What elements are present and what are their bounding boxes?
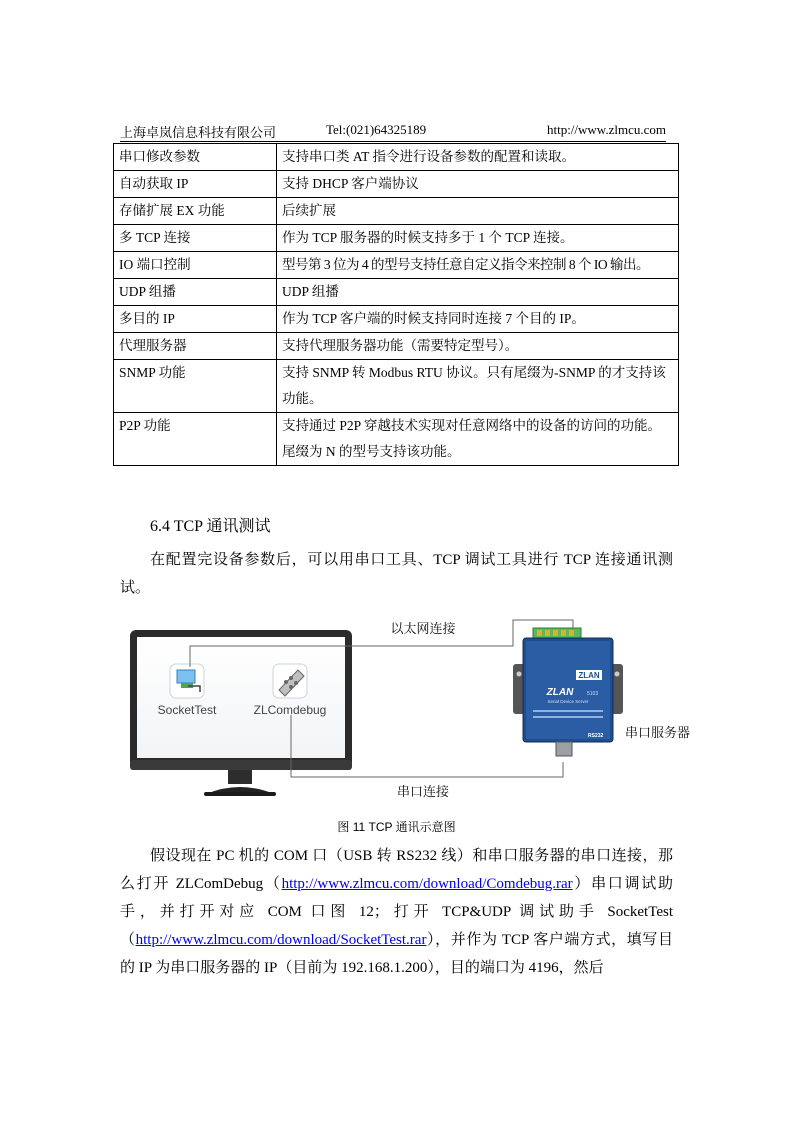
intro-paragraph: 在配置完设备参数后，可以用串口工具、TCP 调试工具进行 TCP 连接通讯测试。 xyxy=(120,552,673,596)
feature-table xyxy=(113,143,679,466)
tcp-diagram xyxy=(128,612,691,812)
sockettest-icon xyxy=(170,664,204,698)
feature-name: UDP 组播 xyxy=(114,279,277,306)
ethernet-label: 以太网连接 xyxy=(390,621,456,636)
app2-label: ZLComdebug xyxy=(253,703,327,717)
feature-name: IO 端口控制 xyxy=(114,252,277,279)
table-row xyxy=(114,198,679,225)
server-label: 串口服务器 xyxy=(625,725,691,740)
serial-label: 串口连接 xyxy=(396,784,450,799)
device-model: 5103 xyxy=(587,691,599,697)
device-subtitle: Serial Device Server xyxy=(547,699,589,704)
feature-desc: 型号第 3 位为 4 的型号支持任意自定义指令来控制 8 个 IO 输出。 xyxy=(277,252,679,279)
feature-desc: 作为 TCP 服务器的时候支持多于 1 个 TCP 连接。 xyxy=(277,225,679,252)
table-row xyxy=(114,360,679,413)
feature-name: 代理服务器 xyxy=(114,333,277,360)
table-row xyxy=(114,171,679,198)
device-brand-small: ZLAN xyxy=(578,671,600,680)
feature-desc: 作为 TCP 客户端的时候支持同时连接 7 个目的 IP。 xyxy=(277,306,679,333)
table-row xyxy=(114,279,679,306)
table-row xyxy=(114,144,679,171)
header-url: http://www.zlmcu.com xyxy=(546,122,666,137)
table-row xyxy=(114,333,679,360)
feature-name: 自动获取 IP xyxy=(114,171,277,198)
body-paragraph xyxy=(120,842,673,982)
comdebug-link[interactable]: http://www.zlmcu.com/download/Comdebug.rar xyxy=(281,876,573,892)
zlcomdebug-icon xyxy=(273,664,307,698)
page-header xyxy=(120,121,666,142)
paragraph-text: ）串口调试助手，并打开对应 COM 口图 12；打开 TCP&UDP 调试助手 SocketTest（ xyxy=(120,876,673,948)
section-title: 6.4 TCP 通讯测试 xyxy=(150,518,271,535)
header-tel: Tel:(021)64325189 xyxy=(326,122,427,137)
feature-name: 多目的 IP xyxy=(114,306,277,333)
feature-desc: 后续扩展 xyxy=(277,198,679,225)
serial-server-device xyxy=(513,628,623,756)
table-row xyxy=(114,225,679,252)
feature-desc: 支持串口类 AT 指令进行设备参数的配置和读取。 xyxy=(277,144,679,171)
feature-desc: UDP 组播 xyxy=(277,279,679,306)
table-row xyxy=(114,306,679,333)
feature-desc: 支持代理服务器功能（需要特定型号）。 xyxy=(277,333,679,360)
table-row xyxy=(114,413,679,466)
feature-desc: 支持 SNMP 转 Modbus RTU 协议。只有尾缀为-SNMP 的才支持该功能。 xyxy=(277,360,679,413)
paragraph-text: 假设现在 PC 机的 COM 口（USB 转 RS232 线）和串口服务器的串口连接，那么打开 ZLComDebug（ xyxy=(120,848,673,892)
feature-name: 串口修改参数 xyxy=(114,144,277,171)
feature-name: 存储扩展 EX 功能 xyxy=(114,198,277,225)
header-company: 上海卓岚信息科技有限公司 xyxy=(120,125,277,140)
feature-desc: 支持通过 P2P 穿越技术实现对任意网络中的设备的访问的功能。尾缀为 N 的型号支持该功能。 xyxy=(277,413,679,466)
feature-name: SNMP 功能 xyxy=(114,360,277,413)
feature-name: P2P 功能 xyxy=(114,413,277,466)
feature-name: 多 TCP 连接 xyxy=(114,225,277,252)
feature-desc: 支持 DHCP 客户端协议 xyxy=(277,171,679,198)
table-row xyxy=(114,252,679,279)
paragraph-text: ），并作为 TCP 客户端方式，填写目的 IP 为串口服务器的 IP（目前为 192.168.1.200），目的端口为 4196，然后 xyxy=(120,932,673,976)
device-brand: ZLAN xyxy=(546,687,574,698)
device-port: RS232 xyxy=(588,733,604,739)
sockettest-link[interactable]: http://www.zlmcu.com/download/SocketTest.rar xyxy=(135,932,427,948)
app1-label: SocketTest xyxy=(157,703,217,717)
figure-caption: 图 11 TCP 通讯示意图 xyxy=(337,820,456,834)
